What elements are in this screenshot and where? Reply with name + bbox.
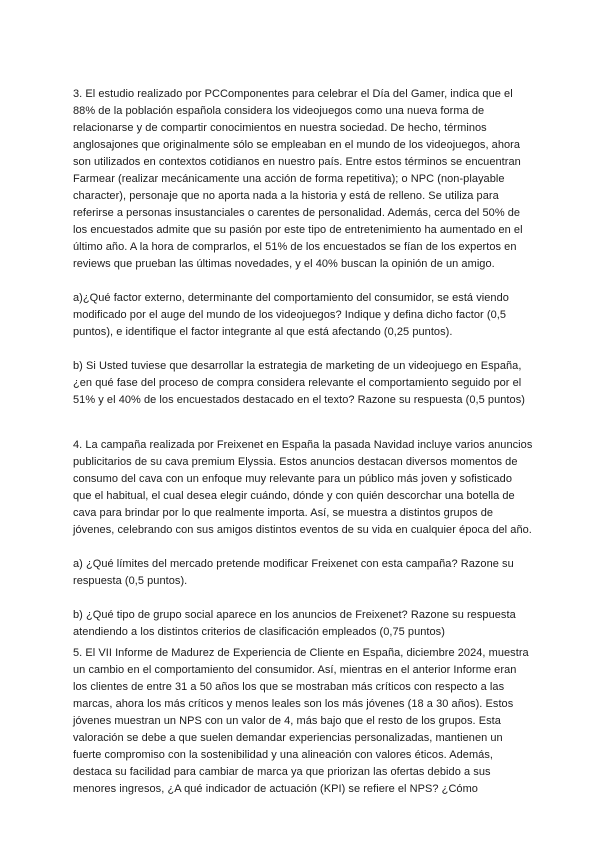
question-3 [73, 86, 533, 409]
question-3-part-b: b) Si Usted tuviese que desarrollar la estrategia de marketing de un videojuego en España, ¿en qué fase del proceso de compra considera relevante el comportamiento seguido por el 51% y el 40% de los encuestados destacado en el texto? Razone su respuesta (0,5 puntos) [73, 360, 525, 406]
question-4-part-a: a) ¿Qué límites del mercado pretende modificar Freixenet con esta campaña? Razone su respuesta (0,5 puntos). [73, 558, 514, 587]
question-5-statement: 5. El VII Informe de Madurez de Experiencia de Cliente en España, diciembre 2024, muestra un cambio en el comportamiento del consumidor. Así, mientras en el anterior Informe eran los clientes de entre 31 a 50 años los que se mostraban más críticos con respecto a las marcas, ahora los más críticos y menos leales son los más jóvenes (18 a 30 años). Estos jóvenes muestran un NPS con un valor de 4, más bajo que el resto de los grupos. Esta valoración se debe a que suelen demandar experiencias personalizadas, mantienen un fuerte compromiso con la sostenibilidad y una alineación con valores éticos. Además, destaca su facilidad para cambiar de marca ya que priorizan las ofertas debido a sus menores ingresos, ¿A qué indicador de actuación (KPI) se refiere el NPS? ¿Cómo [73, 647, 529, 795]
paragraph-gap [73, 273, 533, 290]
question-3-statement: 3. El estudio realizado por PCComponentes para celebrar el Día del Gamer, indica que el 88% de la población española considera los videojuegos como una nueva forma de relacionarse y de compartir conocimientos en nuestra sociedad. De hecho, términos anglosajones que originalmente sólo se empleaban en el mundo de los videojuegos, ahora son utilizados en contextos cotidianos en nuestro país. Entre estos términos se encuentran Farmear (realizar mecánicamente una acción de forma repetitiva); o NPC (non-playable character), personaje que no aporta nada a la historia y está de relleno. Se utiliza para referirse a personas insustanciales o carentes de personalidad. Además, cerca del 50% de los encuestados admite que su pasión por este tipo de entretenimiento ha aumentado en el último año. A la hora de comprarlos, el 51% de los encuestados se fían de los expertos en reviews que prueban las últimas novedades, y el 40% buscan la opinión de un amigo. [73, 88, 523, 270]
question-5 [73, 645, 533, 798]
question-4-statement: 4. La campaña realizada por Freixenet en España la pasada Navidad incluye varios anuncios publicitarios de su cava premium Elyssia. Estos anuncios destacan diversos momentos de consumo del cava con un enfoque muy relevante para un público más joven y sofisticado que el habitual, el cual desea elegir cuándo, dónde y con quién descorchar una botella de cava para brindar por lo que realmente importa. Así, se muestra a distintos grupos de jóvenes, celebrando con sus amigos distintos eventos de su vida en cualquier época del año. [73, 439, 533, 536]
question-4 [73, 437, 533, 641]
paragraph-gap [73, 590, 533, 607]
paragraph-gap [73, 539, 533, 556]
paragraph-gap [73, 341, 533, 358]
question-4-part-b: b) ¿Qué tipo de grupo social aparece en los anuncios de Freixenet? Razone su respuesta atendiendo a los distintos criterios de clasificación empleados (0,75 puntos) [73, 609, 516, 638]
question-3-part-a: a)¿Qué factor externo, determinante del comportamiento del consumidor, se está viendo modificado por el auge del mundo de los videojuegos? Indique y defina dicho factor (0,5 puntos), e identifique el factor integrante al que está afectando (0,25 puntos). [73, 292, 509, 338]
